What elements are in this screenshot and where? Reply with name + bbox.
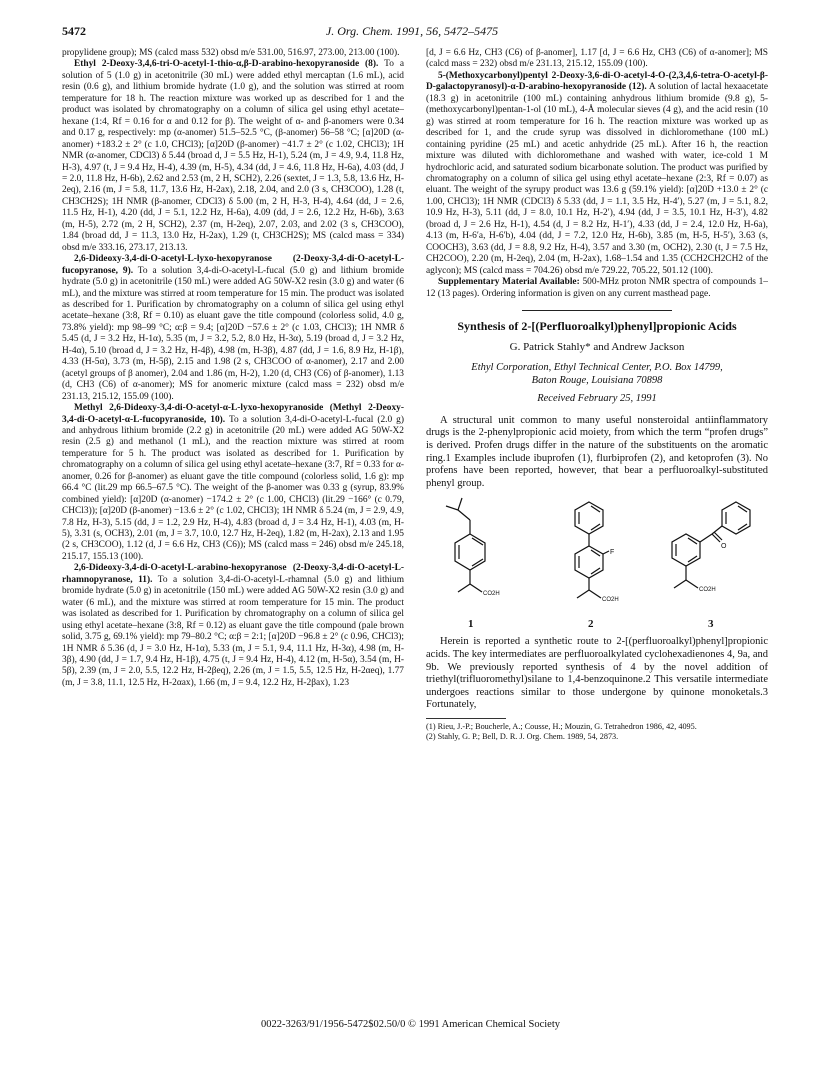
footnote-divider <box>426 718 506 719</box>
abstract: A structural unit common to many useful nonsteroidal antiinflammatory drugs is the 2-phenylpropionic acid moiety, from which the term “profen drugs” is derived. Profen drugs differ in the nature of the substituents on the aromatic ring.1 Examples include ibuprofen (1), flurbiprofen (2), and ketoprofen (3). No profens have been reported, however, that bear a perfluoroalkyl-substituted phenyl group. <box>426 414 768 489</box>
ibuprofen-structure <box>440 496 520 616</box>
page-number: 5472 <box>62 24 86 38</box>
experimental-paragraph: Ethyl 2-Deoxy-3,4,6-tri-O-acetyl-1-thio-α,β-D-arabino-hexopyranoside (8). To a solution of 5 (1.0 g) in acetonitrile (30 mL) were added ethyl mercaptan (1.6 mL), acid resin (0.6 g), and lithium bromide hydrate (1.0 g), and the solution was stirred at room temperature for 18 h. The reaction mixture was worked up as described for 1 and the product was isolated by chromatography on a column of silica gel using ethyl acetate–hexane (1:4, Rf = 0.16 for α and 0.12 for β). The weight of α- and β-anomers were 0.34 and 0.17 g, respectively: mp (α-anomer) 51.5–52.5 °C, (β-anomer) 56–58 °C; [α]20D (α-anomer) +183.2 ± 2° (c 1.0, CHCl3); [α]20D (β-anomer) −41.7 ± 2° (c 1.02, CHCl3); 1H NMR (α-anomer, CDCl3) δ 5.44 (broad d, J = 5.5 Hz, H-1), 5.24 (m, J = 4.9, 9.4, 11.8 Hz, H-3), 4.97 (t, J = 9.4 Hz, H-4), 4.39 (m, H-5), 4.34 (dd, J = 4.6, 11.8 Hz, H-6a), 4.03 (dd, J = 2.0, 11.8 Hz, H-6b), 2.62 and 2.53 (m, 2 H, SCH2), 2.26 (sextet, J = 1.3, 5.8, 13.6 Hz, H-2eq), 2.16 (m, J = 5.8, 11.7, 13.6 Hz, H-2ax), 2.18, 2.04, and 2.0 (3 s, CH3COO), 1.28 (t, CH3CH2S); 1H NMR (β-anomer, CDCl3) δ 5.00 (m, 2 H, H-3, H-4), 4.64 (dd, J = 2.6, 11.5 Hz, H-1), 4.20 (dd, J = 5.1, 12.2 Hz, H-6a), 4.09 (dd, J = 2.6, 12.2 Hz, H-6b), 3.63 (m, H-5), 2.72 (m, 2 H, SCH2), 2.37 (m, H-2eq), 2.07, 2.03, and 2.02 (3 s, CH3COO), 1.84 (broad dd, J = 11.3, 13.0 Hz, H-2ax), 1.29 (t, CH3CH2S); MS (calcd mass = 334) obsd m/e 333.16, 273.17, 213.13. <box>62 59 404 253</box>
acid-label: CO2H <box>602 597 619 604</box>
affiliation: Ethyl Corporation, Ethyl Technical Center, P.O. Box 14799, Baton Rouge, Louisiana 70898 <box>471 362 723 387</box>
compound-heading: 2,6-Dideoxy-3,4-di-O-acetyl-L-arabino-hexopyranose (2-Deoxy-3,4-di-O-acetyl-L-rhamnopyranose, 11). <box>62 563 404 585</box>
experimental-paragraph: propylidene group); MS (calcd mass 532) obsd m/e 531.00, 516.97, 273.00, 213.00 (100). <box>62 48 400 58</box>
ketoprofen-structure <box>666 496 766 616</box>
journal-citation: J. Org. Chem. 1991, 56, 5472–5475 <box>325 24 499 38</box>
section-divider <box>522 310 672 311</box>
compound-label: 3 <box>708 618 714 631</box>
compound-label: 1 <box>468 618 474 631</box>
right-column <box>426 48 768 1000</box>
structure-figure <box>426 496 768 636</box>
compound-heading: 2,6-Dideoxy-3,4-di-O-acetyl-L-lyxo-hexopyranose (2-Deoxy-3,4-di-O-acetyl-L-fucopyranose, 9). <box>62 254 404 276</box>
body-text: Herein is reported a synthetic route to 2-[(perfluoroalkyl)phenyl]propionic acids. The key intermediates are perfluoroalkylated cyclohexadienones 4, 9a, and 9b. We previously reported synthesis of 4 by the novel addition of triethyl(trifluoromethyl)silane to 1,4-benzoquinone.2 This versatile intermediate undergoes reactions similar to those undergone by quinone monoketals.3 Fortunately, <box>426 636 768 711</box>
left-column <box>62 48 404 1000</box>
author-list: G. Patrick Stahly* and Andrew Jackson <box>509 340 685 353</box>
page-header <box>62 24 762 40</box>
oxo-label: O <box>721 543 727 551</box>
supplementary-material: Supplementary Material Available: 500-MHz proton NMR spectra of compounds 1–12 (13 pages). Ordering information is given on any current masthead page. <box>426 277 768 299</box>
compound-label: 2 <box>588 618 594 631</box>
article-title: Synthesis of 2-[(Perfluoroalkyl)phenyl]propionic Acids <box>457 318 737 333</box>
footnotes <box>426 722 768 742</box>
acid-label: CO2H <box>699 587 716 594</box>
compound-heading: Methyl 2,6-Dideoxy-3,4-di-O-acetyl-α-L-lyxo-hexopyranoside (Methyl 2-Deoxy-3,4-di-O-acetyl-α-L-fucopyranoside, 10). <box>62 403 404 425</box>
received-date: Received February 25, 1991 <box>537 393 657 405</box>
experimental-paragraph: Methyl 2,6-Dideoxy-3,4-di-O-acetyl-α-L-lyxo-hexopyranoside (Methyl 2-Deoxy-3,4-di-O-acetyl-α-L-fucopyranoside, 10). To a solution 3,4-di-O-acetyl-L-fucal (2.0 g) and anhydrous lithium bromide (2.2 g) in acetonitrile (20 mL) were added AG 50W-X2 resin (2.5 g) and methanol (1 mL), and the reaction mixture was stirred at room temperature for 5 h. The product was isolated as described for 1. Purification by chromatography on a column of silica gel using ethyl acetate–hexane (3:7, Rf = 0.33 for α-anomer, 0.26 for β-anomer) as eluant gave the title compound (colorless solid, 1.6 g): mp 66.4 °C (lit.29 mp 66.5–67.5 °C). The weight of the β-anomer was 0.33 g (syrup, 83.9% combined yield): [α]20D (α-anomer) −174.2 ± 2° (c 1.00, CHCl3) (lit.29 −166° (c 0.79, CHCl3)); [α]20D (β-anomer) −13.6 ± 2° (c 1.02, CHCl3); 1H NMR δ 5.24 (m, J = 2.9, 4.9, 7.8 Hz, H-3), 5.15 (dd, J = 1.2, 2.9 Hz, H-4), 4.83 (broad d, J = 3.4 Hz, H-1), 4.03 (m, H-5), 3.31 (s, OCH3), 2.01 (m, J = 3.7, 10.0, 12.7 Hz, H-2eq), 1.82 (m, H-2ax), 2.13 and 1.95 (2 s, CH3COO), 1.12 (d, J = 6.6 Hz, CH3 (C6)); MS (calcd mass = 246) obsd m/e 245.18, 215.17, 155.13 (100). <box>62 403 404 562</box>
page-footer: 0022-3263/91/1956-5472$02.50/0 © 1991 American Chemical Society <box>260 1019 561 1030</box>
footnote: (2) Stahly, G. P.; Bell, D. R. J. Org. Chem. 1989, 54, 2873. <box>426 732 619 741</box>
experimental-paragraph: 2,6-Dideoxy-3,4-di-O-acetyl-L-arabino-hexopyranose (2-Deoxy-3,4-di-O-acetyl-L-rhamnopyranose, 11). To a solution 3,4-di-O-acetyl-L-rhamnal (5.0 g) and lithium bromide hydrate (5.0 g) in acetonitrile (150 mL) were added AG 50W-X2 resin (3.0 g) and water (6 mL), and the mixture was stirred at room temperature for 15 min. The product was isolated as described for 1. Purification by chromatography on a column of silica gel using ethyl acetate–hexane (3:8, Rf = 0.12) as eluant gave the title compound (pale brown solid, 3.75 g, 69.1% yield): mp 79–80.2 °C; α:β = 2:1; [α]20D −96.8 ± 2° (c 0.96, CHCl3); 1H NMR δ 5.36 (d, J = 3.0 Hz, H-1α), 5.33 (m, J = 5.1, 9.4, 11.1 Hz, H-3α), 4.98 (m, H-3β), 4.90 (dd, J = 1.7, 9.4 Hz, H-1β), 4.75 (t, J = 9.4 Hz, H-4), 4.12 (m, H-5α), 3.54 (m, H-5β), 2.39 (m, J = 2.0, 5.5, 12.2 Hz, H-2βeq), 2.26 (m, J = 1.5, 5.5, 12.5 Hz, H-2αeq), 1.77 (m, J = 3.8, 11.1, 12.5 Hz, H-2αax), 1.66 (m, J = 9.4, 12.2 Hz, H-2βax), 1.23 <box>62 563 404 688</box>
compound-heading: 5-(Methoxycarbonyl)pentyl 2-Deoxy-3,6-di-O-acetyl-4-O-(2,3,4,6-tetra-O-acetyl-β-D-galactopyranosyl)-α-D-arabino-hexopyranoside (12). <box>426 70 768 93</box>
flurbiprofen-structure <box>551 496 641 616</box>
experimental-paragraph: 5-(Methoxycarbonyl)pentyl 2-Deoxy-3,6-di-O-acetyl-4-O-(2,3,4,6-tetra-O-acetyl-β-D-galactopyranosyl)-α-D-arabino-hexopyranoside (12). A solution of lactal hexaacetate (18.3 g) in acetonitrile (100 mL) containing anhydrous lithium bromide (9.8 g), 5-(methoxycarbonyl)pentan-1-ol (10 mL), 4-Å molecular sieves (4 g), and the acid resin (10 g) was stirred at room temperature for 16 h. The reaction mixture was worked up as described for 1, and the crude syrup was dissolved in dichloromethane (100 mL) containing pyridine (25 mL) and acetic anhydride (25 mL). After 16 h, the reaction mixture was diluted with dichloromethane and washed with water, ice-cold 1 M hydrochloric acid, and saturated sodium bicarbonate solution. The product was purified by chromatography on a column of silica gel using ethyl acetate–hexane (2:3, Rf = 0.07) as eluant. The weight of the syrupy product was 13.6 g (59.1% yield): [α]20D +13.0 ± 2° (c 1.00, CHCl3); 1H NMR (CDCl3) δ 5.33 (dd, J = 1.1, 3.5 Hz, H-4′), 5.27 (m, J = 5.1, 8.2, 10.9 Hz, H-3), 5.11 (dd, J = 8.0, 10.1 Hz, H-2′), 4.94 (dd, J = 3.5, 10.1 Hz, H-3′), 4.82 (broad d, J = 2.6 Hz, H-1), 4.54 (d, J = 8.2 Hz, H-1′), 4.33 (dd, J = 2.4, 12.0 Hz, H-6a), 4.13 (m, H-6′a, H-6′b), 4.04 (dd, J = 7.2, 12.0 Hz, H-6b), 3.85 (m, H-5, H-5′), 3.63 (s, COOCH3), 3.63 (dd, J = 8.8, 9.2 Hz, H-4), 3.57 and 3.30 (m, OCH2), 2.30 (t, J = 7.5 Hz, CH2COO), 2.20 (m, H-2eq), 2.04 (m, H-2ax), 1.68–1.54 and 1.35 (CCH2CH2CH2 of the aglycon); MS (calcd mass = 704.26) obsd m/e 729.22, 705.22, 501.12 (100). <box>426 70 768 276</box>
footnote: (1) Rieu, J.-P.; Boucherle, A.; Cousse, H.; Mouzin, G. Tetrahedron 1986, 42, 4095. <box>426 722 697 731</box>
experimental-paragraph: 2,6-Dideoxy-3,4-di-O-acetyl-L-lyxo-hexopyranose (2-Deoxy-3,4-di-O-acetyl-L-fucopyranose, 9). To a solution 3,4-di-O-acetyl-L-fucal (5.0 g) and lithium bromide hydrate (5.0 g) in acetonitrile (150 mL) were added AG 50W-X2 resin (3.0 g) and water (6 mL), and the mixture was stirred at room temperature for 15 min. The product was isolated as described for 1. Purification by chromatography on a column of silica gel using ethyl acetate–hexane (3:8, Rf = 0.10) as eluant gave the title compound (colorless solid, 4.0 g, 73.8% yield): mp 98–99 °C; α:β = 9.4; [α]20D −57.6 ± 2° (c 1.03, CHCl3); 1H NMR δ 5.45 (d, J = 3.2 Hz, H-1α), 5.35 (m, J = 3.2, 5.2, 8.0 Hz, H-3α), 5.19 (broad d, J = 3.2 Hz, H-4α), 5.10 (broad d, J = 3.2 Hz, H-4β), 4.98 (m, H-3β), 4.87 (dd, J = 1.6, 8.9 Hz, H-1β), 4.33 (H-5α), 3.73 (m, H-5β), 2.15 and 1.98 (2 s, CH3COO of α-anomer), 2.17 and 2.00 (acetyl groups of β anomer), 2.04 and 1.86 (m, H-2), 1.20 (d, CH3 (C6) of β-anomer), 1.13 (d, CH3 (C6) of α-anomer); MS for anomeric mixture (calcd mass = 232) obsd m/e 231.13, 215.12, 155.09 (100). <box>62 254 404 402</box>
compound-heading: Ethyl 2-Deoxy-3,4,6-tri-O-acetyl-1-thio-α,β-D-arabino-hexopyranoside (8). <box>74 59 379 70</box>
acid-label: CO2H <box>483 591 500 598</box>
experimental-paragraph: [d, J = 6.6 Hz, CH3 (C6) of β-anomer], 1.17 [d, J = 6.6 Hz, CH3 (C6) of α-anomer]; MS (calcd mass = 232) obsd m/e 231.13, 215.12, 155.09 (100). <box>426 48 768 70</box>
fluoro-label: F <box>610 549 615 557</box>
